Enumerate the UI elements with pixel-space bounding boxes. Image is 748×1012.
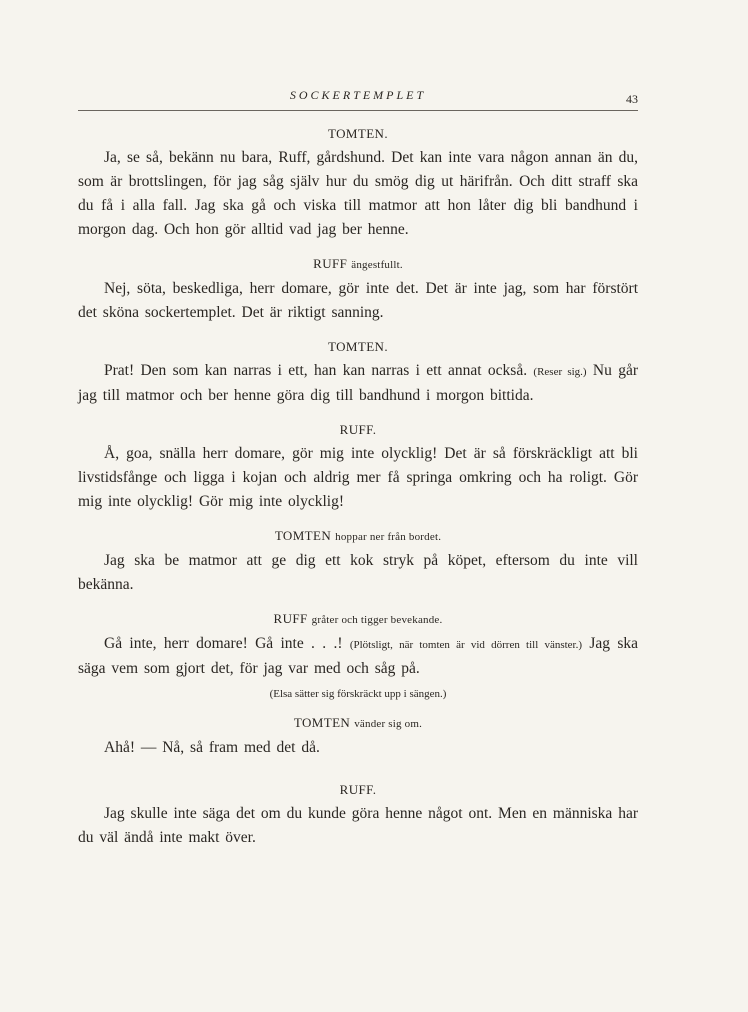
dialogue-paragraph: Prat! Den som kan narras i ett, han kan narras i ett annat också. (Reser sig.) Nu går jag till matmor och ber henne göra dig till bandhund i morgon bittida. — [78, 362, 638, 404]
dialogue-paragraph: Ahå! — Nå, så fram med det då. — [104, 739, 320, 756]
dialogue-paragraph: Nej, söta, beskedliga, herr domare, gör inte det. Det är inte jag, som har förstört det sköna sockertemplet. Det är riktigt sanning. — [78, 280, 638, 321]
stage-direction: vänder sig om. — [354, 718, 423, 730]
dialogue-paragraph: Jag ska be matmor att ge dig ett kok stryk på köpet, eftersom du inte vill bekänna. — [78, 552, 638, 593]
stage-direction: gråter och tigger bevekande. — [311, 614, 443, 626]
speaker-name: TOMTEN. — [328, 126, 388, 141]
stage-direction: (Plötsligt, när tomten är vid dörren till vänster.) — [349, 639, 583, 651]
header-rule — [78, 110, 638, 111]
dialogue-paragraph: Ja, se så, bekänn nu bara, Ruff, gårdshund. Det kan inte vara någon annan än du, som är brottslingen, för jag såg själv hur du smög dig ut härifrån. Och ditt straff ska du få i alla fall. Jag ska gå och viska till matmor att hon låter dig bli bandhund i morgon dag. Och hon gör alltid vad jag ber henne. — [78, 149, 638, 238]
dialogue-paragraph: Gå inte, herr domare! Gå inte . . .! (Plötsligt, när tomten är vid dörren till vänster.) Jag ska säga vem som gjort det, för jag var med och såg på. — [78, 635, 639, 677]
running-title: SOCKERTEMPLET — [289, 88, 427, 102]
stage-direction: (Elsa sätter sig förskräckt upp i sängen.) — [269, 688, 447, 700]
speaker-name: TOMTEN vänder sig om. — [293, 715, 423, 730]
dialogue-paragraph: Å, goa, snälla herr domare, gör mig inte olycklig! Det är så förskräckligt att bli livstidsfånge och ligga i kojan och aldrig mer få springa omkring och ha roligt. Gör mig inte olycklig! Gör mig inte olycklig! — [78, 445, 638, 510]
play-text — [78, 124, 638, 862]
speaker-name: TOMTEN. — [328, 339, 388, 354]
page-number: 43 — [626, 92, 638, 106]
speaker-name: RUFF ängestfullt. — [313, 256, 403, 271]
speaker-name: RUFF. — [339, 422, 377, 437]
stage-direction: (Reser sig.) — [533, 366, 587, 378]
speaker-name: RUFF gråter och tigger bevekande. — [273, 611, 443, 626]
stage-direction: ängestfullt. — [351, 259, 403, 271]
stage-direction: hoppar ner från bordet. — [335, 531, 442, 543]
speaker-name: TOMTEN hoppar ner från bordet. — [274, 528, 442, 543]
speaker-name: RUFF. — [339, 782, 377, 797]
dialogue-paragraph: Jag skulle inte säga det om du kunde göra henne något ont. Men en människa har du väl ändå inte makt över. — [78, 805, 638, 846]
running-header — [78, 88, 638, 112]
